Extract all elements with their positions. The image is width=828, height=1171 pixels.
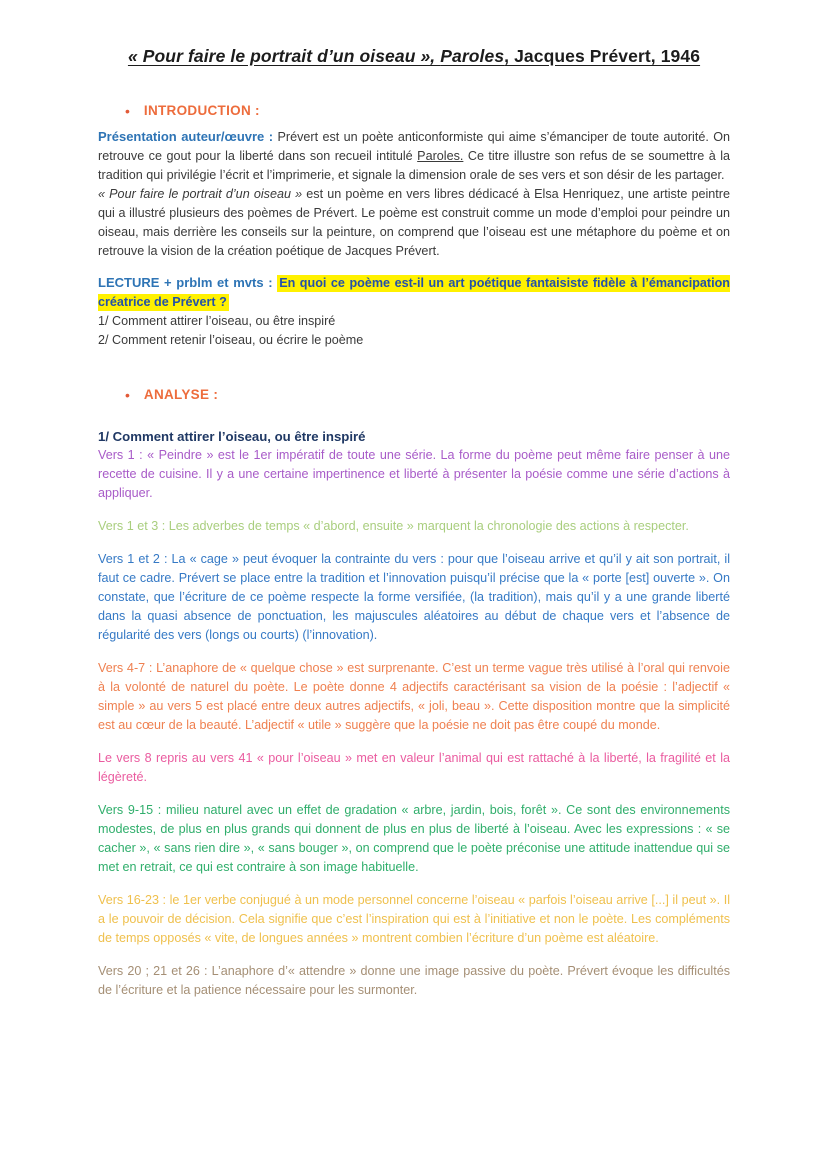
- analysis-paragraph-vers9-15: Vers 9-15 : milieu naturel avec un effet de gradation « arbre, jardin, bois, forêt ». Ce sont des environnements modestes, de plus en plus grands qui donnent de plus en plus de liberté à l’oiseau. Avec les expressions : « se cacher », « sans rien dire », « sans bouger », on comprend que le poète préconise une attitude inattendue qui se met en retrait, ce qui est contraire à son image habituelle.: [98, 803, 730, 874]
- title-work-name: Paroles: [440, 46, 505, 66]
- analysis-paragraph-vers16-23: Vers 16-23 : le 1er verbe conjugué à un mode personnel concerne l’oiseau « parfois l’oiseau arrive [...] il peut ». Il a le pouvoir de décision. Cela signifie que c’est l’inspiration qui est à l’initiative et non le poète. Les compléments de temps opposés « vite, de longues années » montrent combien l’écriture d’un poème est aléatoire.: [98, 893, 730, 945]
- document-title: [98, 46, 730, 67]
- plan-mouvement-1: 1/ Comment attirer l’oiseau, ou être inspiré: [98, 314, 336, 328]
- introduction-heading-label: INTRODUCTION :: [143, 103, 260, 118]
- analysis-paragraph-vers4-7: Vers 4-7 : L’anaphore de « quelque chose » est surprenante. C’est un terme vague très utilisé à l’oral qui renvoie à la volonté de naturel du poète. Le poète donne 4 adjectifs caractérisant sa vision de la poésie : l’adjectif « simple » au vers 5 est placé entre deux autres adjectifs, « joli, beau ». Cette disposition montre que la simplicité est au cœur de la beauté. L’adjectif « utile » suggère que la poésie ne doit pas être coupé du monde.: [98, 661, 730, 732]
- lecture-label: LECTURE + prblm et mvts :: [98, 275, 278, 290]
- bullet-icon: •: [125, 102, 130, 119]
- title-poem-quote: « Pour faire le portrait d’un oiseau »,: [127, 46, 441, 66]
- analyse-heading-label: ANALYSE :: [143, 387, 219, 402]
- lecture-paragraph: [98, 273, 730, 312]
- lecture-section: [98, 273, 730, 350]
- poem-presentation-paragraph: [98, 185, 730, 261]
- presentation-work-title: Paroles.: [417, 149, 464, 163]
- analysis-paragraph-vers1et3: Vers 1 et 3 : Les adverbes de temps « d’abord, ensuite » marquent la chronologie des actions à respecter.: [98, 519, 689, 533]
- presentation-label: Présentation auteur/œuvre :: [98, 129, 278, 144]
- introduction-heading: [98, 103, 730, 118]
- poem-title-quote: « Pour faire le portrait d’un oiseau »: [98, 187, 303, 201]
- part1-title: 1/ Comment attirer l’oiseau, ou être inspiré: [98, 429, 366, 444]
- bullet-icon: •: [125, 386, 130, 403]
- analysis-paragraph-vers1et2: Vers 1 et 2 : La « cage » peut évoquer la contrainte du vers : pour que l’oiseau arrive et qu’il y ait son portrait, il faut ce cadre. Prévert se place entre la tradition et l’innovation puisqu’il précise que la « porte [est] ouverte ». On constate, que l’écriture de ce poème respecte la forme versifiée, (la tradition), mais qu’il y a une grande liberté dans la quasi absence de ponctuation, les majuscules aléatoires au début de chaque vers et l’absence de régularité des vers (longs ou courts) (l’innovation).: [98, 552, 730, 642]
- title-author-year: , Jacques Prévert, 1946: [504, 46, 701, 66]
- analysis-paragraph-vers8: Le vers 8 repris au vers 41 « pour l’oiseau » met en valeur l’animal qui est rattaché à la liberté, la fragilité et la légèreté.: [98, 751, 730, 784]
- presentation-paragraph: [98, 127, 730, 185]
- analysis-paragraph-vers1: Vers 1 : « Peindre » est le 1er impératif de toute une série. La forme du poème peut même faire penser à une recette de cuisine. Il y a une certaine impertinence et liberté à présenter la poésie comme une série d’actions à appliquer.: [98, 448, 730, 500]
- analysis-paragraph-vers20-21-26: Vers 20 ; 21 et 26 : L’anaphore d’« attendre » donne une image passive du poète. Prévert évoque les difficultés de l’écriture et la patience nécessaire pour les surmonter.: [98, 964, 730, 997]
- presentation-text-2: Ce titre illustre son refus de se soumettre à la tradition qui privilégie l’écrit et l’imprimerie, et signale la dimension orale de ses vers et son désir de les partager.: [98, 149, 730, 182]
- problematique-highlighted: En quoi ce poème est-il un art poétique fantaisiste fidèle à l’émancipation créatrice de Prévert ?: [98, 276, 730, 309]
- analyse-heading: [98, 387, 730, 402]
- plan-mouvement-2: 2/ Comment retenir l’oiseau, ou écrire le poème: [98, 333, 364, 347]
- presentation-text-1: Prévert est un poète anticonformiste qui aime s’émanciper de toute autorité. On retrouve ce gout pour la liberté dans son recueil intitulé: [98, 130, 730, 163]
- poem-presentation-text: est un poème en vers libres dédicacé à Elsa Henriquez, une artiste peintre qui a illustré plusieurs des poèmes de Prévert. Le poème est construit comme un mode d’emploi pour peindre un oiseau, mais derrière les conseils sur la peinture, on comprend que l’oiseau est une métaphore du poème et on retrouve la vision de la création poétique de Jacques Prévert.: [98, 187, 730, 258]
